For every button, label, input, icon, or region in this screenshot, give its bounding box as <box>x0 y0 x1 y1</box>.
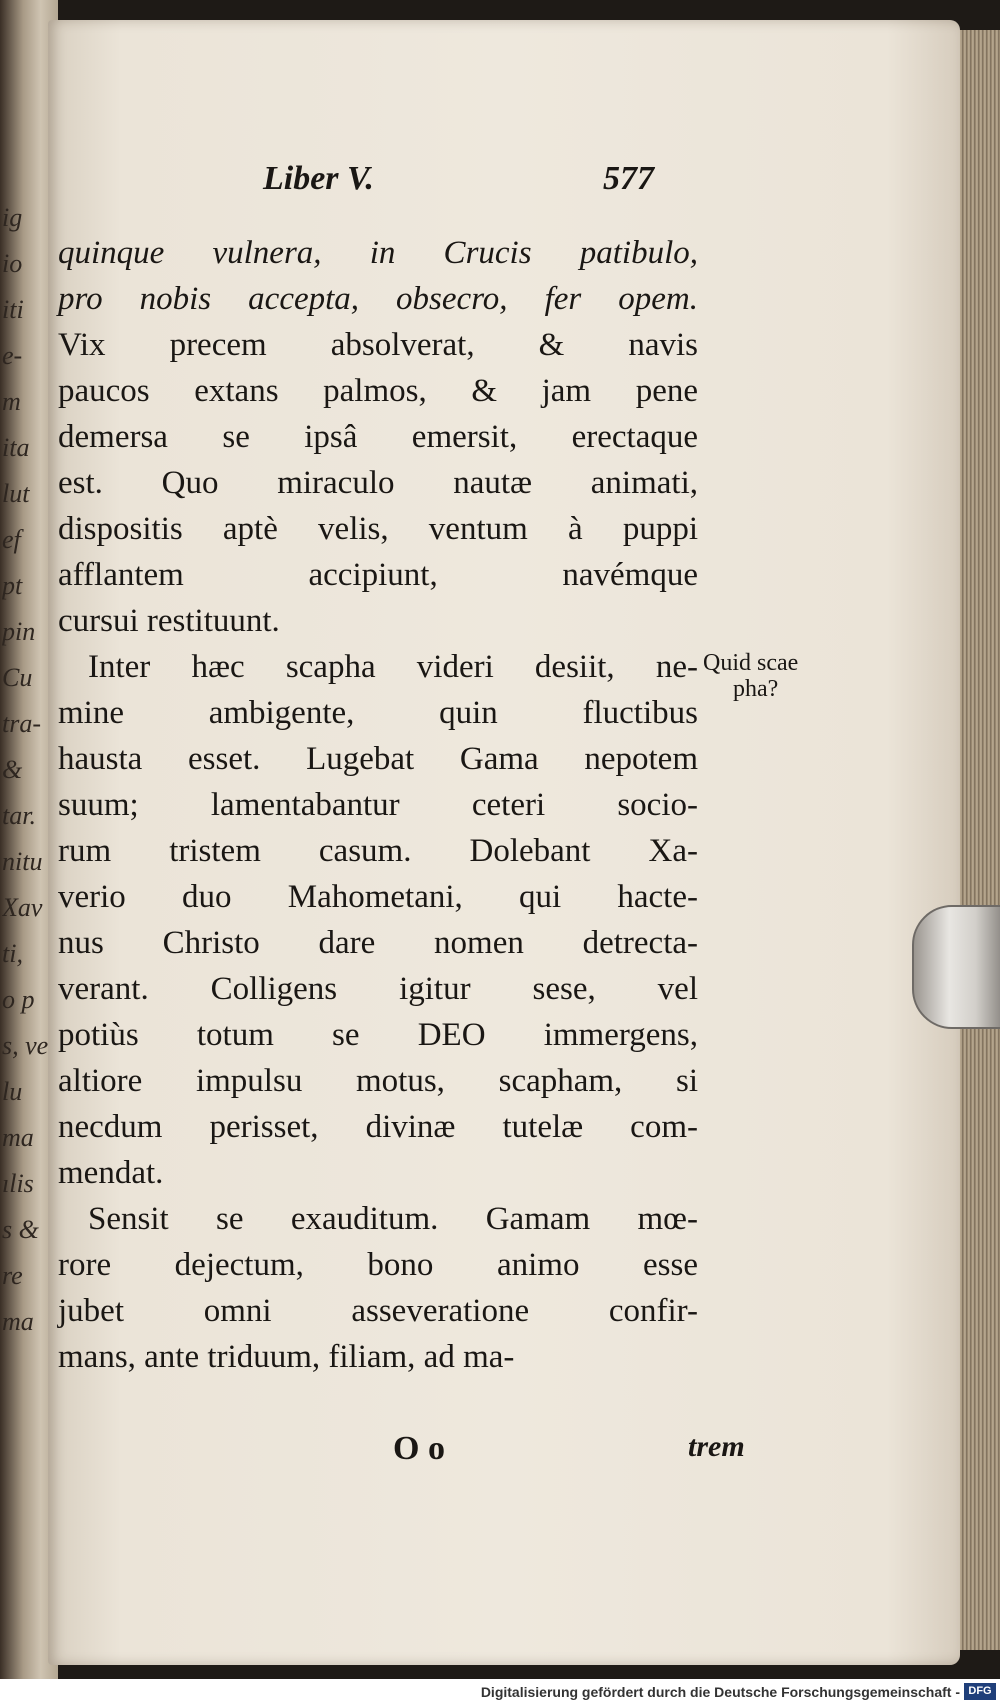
facing-page-fragment: pin <box>2 617 36 646</box>
text-line: jubet omni asseveratione confir- <box>58 1293 698 1329</box>
text-line: est. Quo miraculo nautæ animati, <box>58 465 698 501</box>
facing-page-fragments <box>2 195 54 1345</box>
facing-page-fragment: io <box>2 249 23 278</box>
text-line: quinque vulnera, in Crucis patibulo, <box>58 235 698 271</box>
text-line: Vix precem absolverat, & navis <box>58 327 698 363</box>
facing-page-fragment: o p <box>2 985 35 1014</box>
text-line: rum tristem casum. Dolebant Xa- <box>58 833 698 869</box>
facing-page-fragment: nitu <box>2 847 43 876</box>
marginal-note <box>703 650 798 702</box>
catchword: trem <box>688 1430 745 1463</box>
facing-page-fragment: tar. <box>2 801 36 830</box>
text-line: mine ambigente, quin fluctibus <box>58 695 698 731</box>
text-line: Sensit se exauditum. Gamam mœ- <box>88 1201 698 1237</box>
text-line: suum; lamentabantur ceteri socio- <box>58 787 698 823</box>
text-line: necdum perisset, divinæ tutelæ com- <box>58 1109 698 1145</box>
facing-page-fragment: ma <box>2 1307 34 1336</box>
body-text <box>58 230 698 1380</box>
page-number: 577 <box>603 160 654 197</box>
page-edges <box>955 30 1000 1650</box>
dfg-logo: DFG <box>964 1683 996 1700</box>
facing-page-fragment: ti, <box>2 939 23 968</box>
marginal-note-line: Quid scae <box>703 650 799 676</box>
facing-page-fragment: & <box>2 755 23 784</box>
text-line: afflantem accipiunt, navémque <box>58 557 698 593</box>
text-line: verio duo Mahometani, qui hacte- <box>58 879 698 915</box>
facing-page-fragment: tra- <box>2 709 41 738</box>
book-page <box>48 20 960 1665</box>
running-title: Liber V. <box>263 160 374 197</box>
page-header <box>48 160 960 210</box>
facing-page-fragment: s, ve <box>2 1031 49 1060</box>
text-line: pro nobis accepta, obsecro, fer opem. <box>58 281 698 317</box>
signature-mark: O o <box>393 1430 445 1467</box>
page-clip <box>912 905 1000 1029</box>
text-line: dispositis aptè velis, ventum à puppi <box>58 511 698 547</box>
facing-page-fragment: ılis <box>2 1169 34 1198</box>
text-line: mendat. <box>58 1155 164 1191</box>
facing-page-fragment: lut <box>2 479 30 508</box>
facing-page-fragment: m <box>2 387 21 416</box>
footer-bar <box>0 1679 1000 1705</box>
text-line: rore dejectum, bono animo esse <box>58 1247 698 1283</box>
facing-page-fragment: iti <box>2 295 24 324</box>
facing-page-fragment: ma <box>2 1123 34 1152</box>
text-line: hausta esset. Lugebat Gama nepotem <box>58 741 698 777</box>
facing-page-fragment: lu <box>2 1077 23 1106</box>
text-line: paucos extans palmos, & jam pene <box>58 373 698 409</box>
footer-credit: Digitalisierung gefördert durch die Deutsche Forschungsgemeinschaft - <box>480 1684 960 1700</box>
facing-page-fragment: e- <box>2 341 23 370</box>
text-line: verant. Colligens igitur sese, vel <box>58 971 698 1007</box>
marginal-note-line: pha? <box>733 676 779 702</box>
facing-page-fragment: Xav <box>2 893 43 922</box>
facing-page-fragment: ef <box>2 525 21 554</box>
facing-page-fragment: pt <box>2 571 23 600</box>
facing-page-fragment: re <box>2 1261 23 1290</box>
text-line: demersa se ipsâ emersit, erectaque <box>58 419 698 455</box>
text-line: mans, ante triduum, filiam, ad ma- <box>58 1339 515 1375</box>
text-line: cursui restituunt. <box>58 603 280 639</box>
facing-page-fragment: ig <box>2 203 23 232</box>
text-line: potiùs totum se DEO immergens, <box>58 1017 698 1053</box>
facing-page-fragment: Cu <box>2 663 33 692</box>
facing-page-fragment: ita <box>2 433 30 462</box>
facing-page-fragment: s & <box>2 1215 39 1244</box>
text-line: nus Christo dare nomen detrecta- <box>58 925 698 961</box>
text-line: Inter hæc scapha videri desiit, ne- <box>88 649 698 685</box>
text-line: altiore impulsu motus, scapham, si <box>58 1063 698 1099</box>
